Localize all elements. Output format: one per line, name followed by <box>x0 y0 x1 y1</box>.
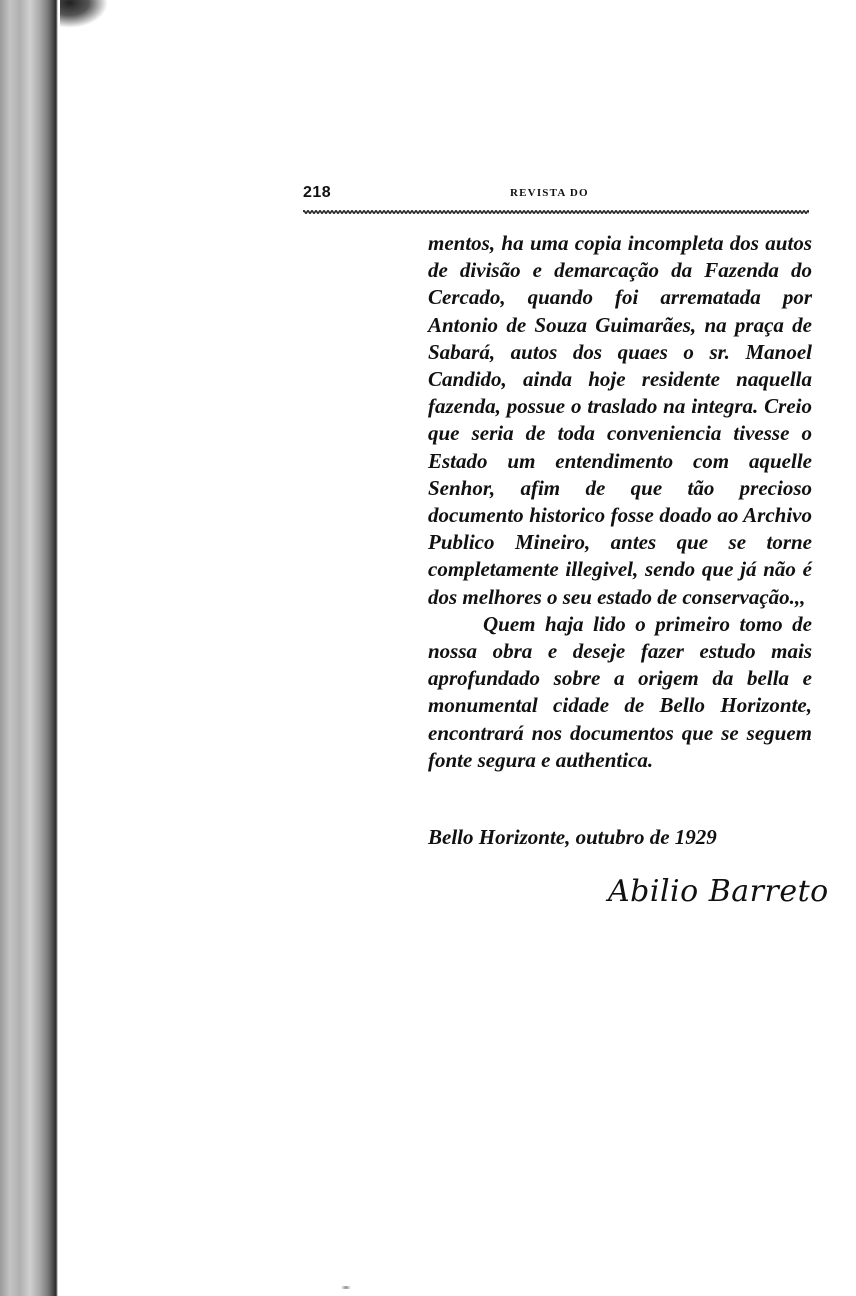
body-text <box>428 230 812 774</box>
page-number: 218 <box>303 184 332 201</box>
running-title: REVISTA DO <box>510 187 589 199</box>
paper-speck <box>340 1286 352 1289</box>
paragraph-2: Quem haja lido o primeiro tomo de nossa obra e deseje fazer estudo mais aprofundado sobre a origem da bella e monumental cidade de Bello Horizonte, encontrará nos documentos que se seguem fonte segura e authentica. <box>428 611 812 772</box>
running-head <box>303 184 811 206</box>
paragraph-1: mentos, ha uma copia incompleta dos autos de divisão e demarcação da Fazenda do Cercado, quando foi arrematada por Antonio de Souza Guimarães, na praça de Sabará, autos dos quaes o sr. Manoel Candido, ainda hoje residente naquella fazenda, possue o traslado na integra. Creio que seria de toda conveniencia tivesse o Estado um entendimento com aquelle Senhor, afim de que tão precioso documento historico fosse doado ao Archivo Publico Mineiro, antes que se torne completamente illegivel, sendo que já não é dos melhores o seu estado de conservação.,, <box>428 231 812 609</box>
signature: Abilio Barreto <box>608 874 829 909</box>
dateline: Bello Horizonte, outubro de 1929 <box>428 825 717 849</box>
corner-stain <box>60 0 108 28</box>
page-gutter-shadow <box>0 0 58 1296</box>
header-wavy-rule <box>303 209 809 215</box>
